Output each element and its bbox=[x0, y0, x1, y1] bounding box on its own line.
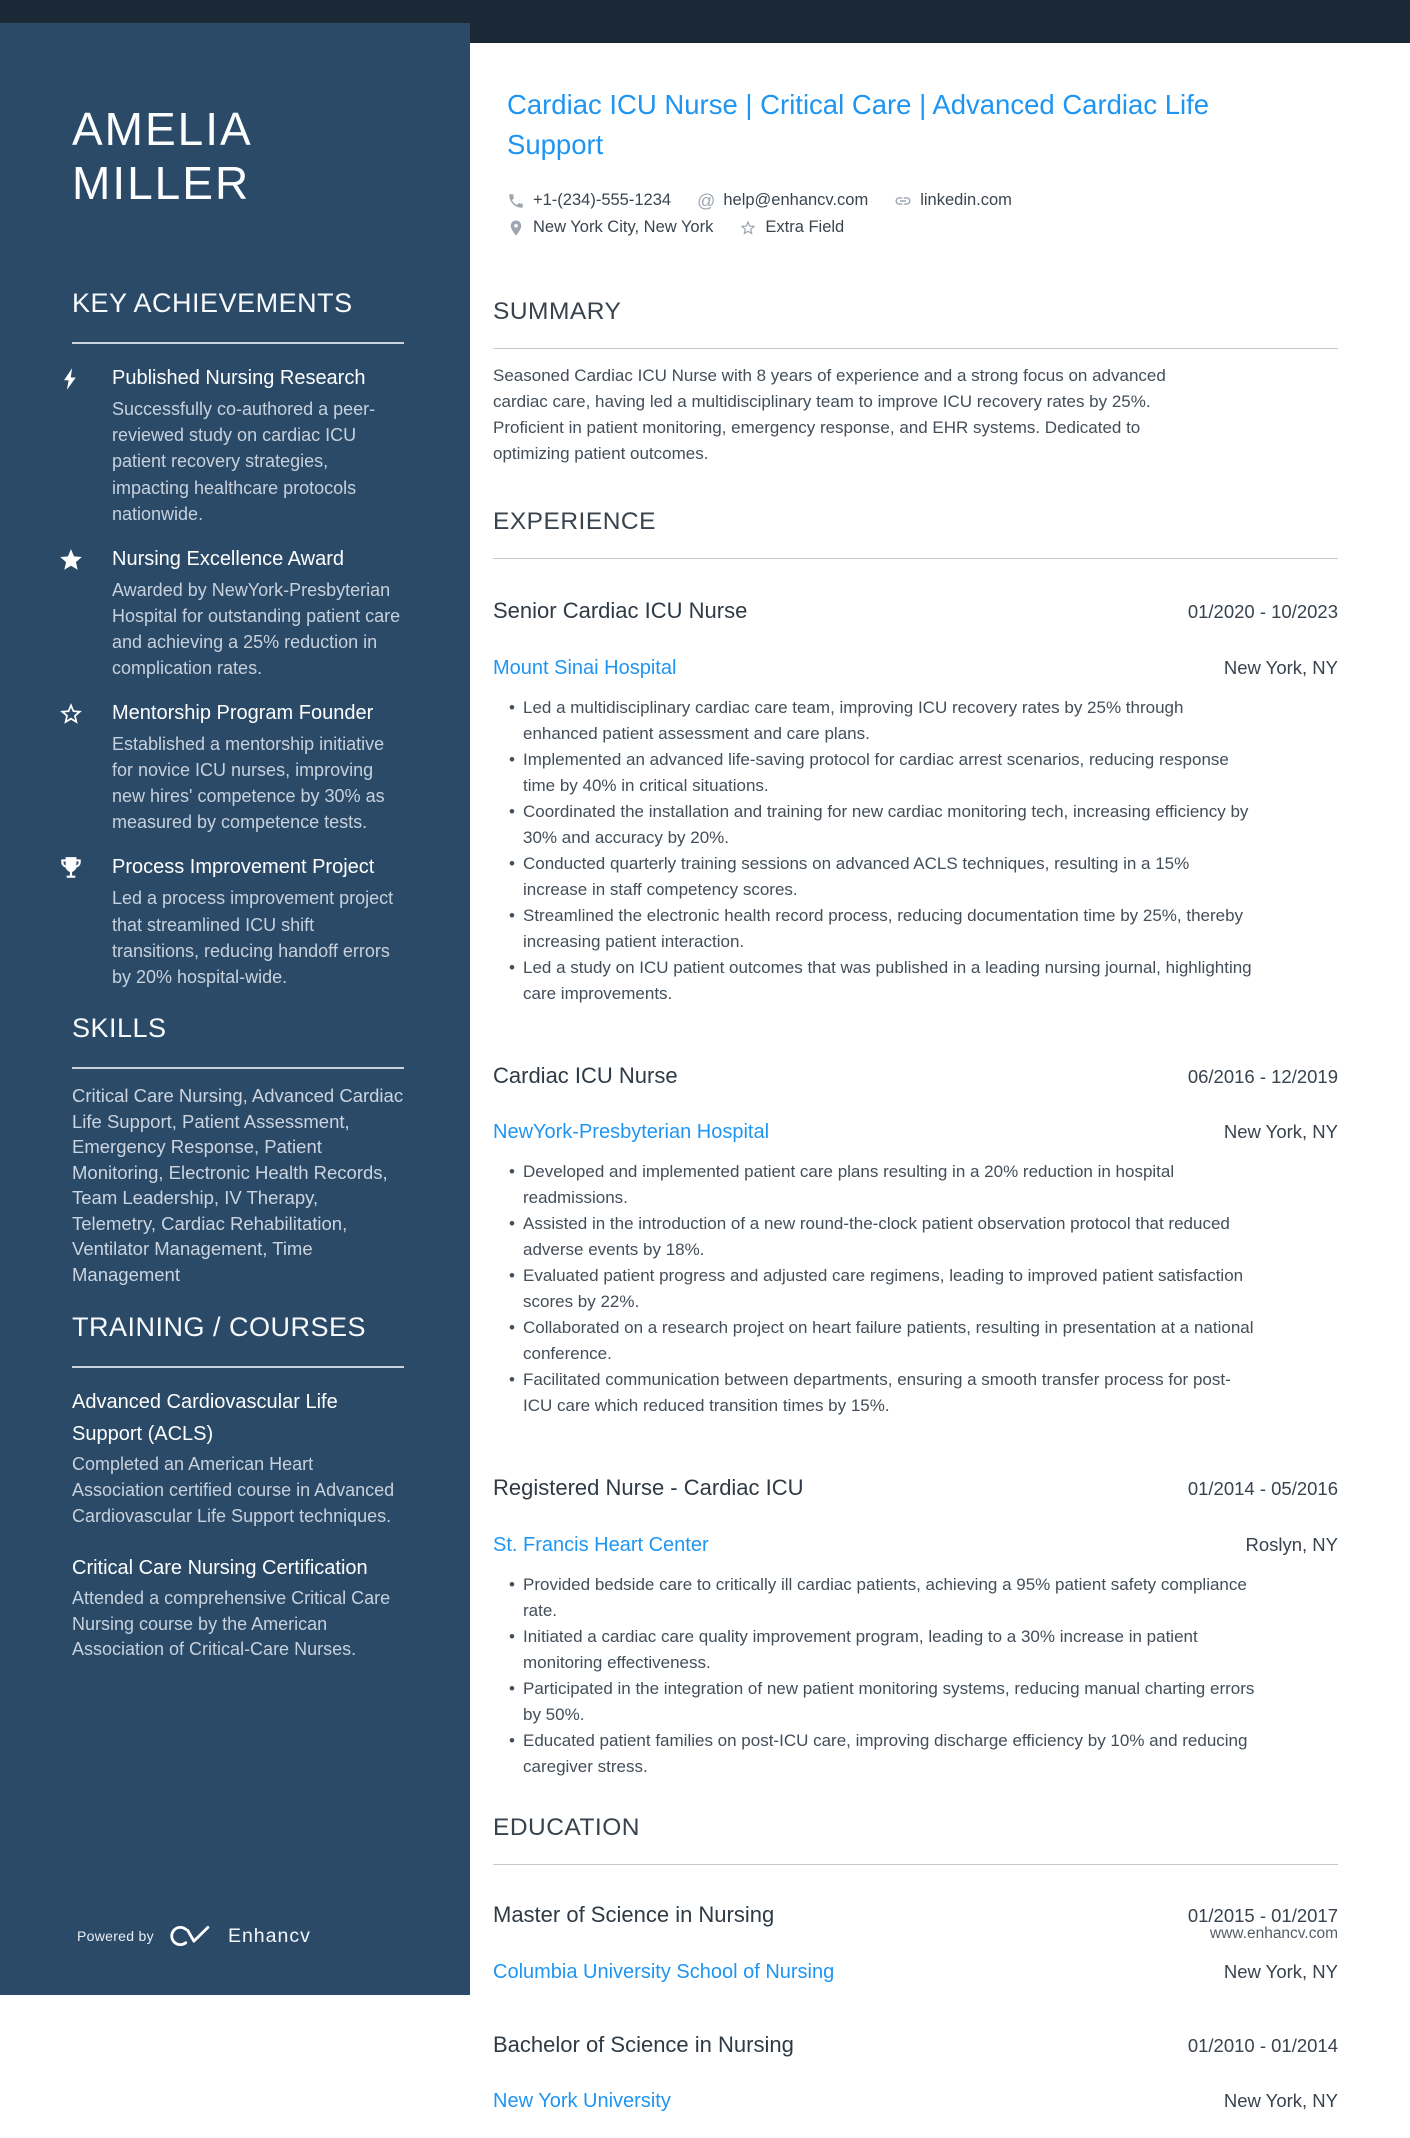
achievement-description: Established a mentorship initiative for novice ICU nurses, improving new hires' competence by 30% as measured by competence tests. bbox=[112, 734, 385, 833]
extra-field-contact bbox=[739, 214, 844, 241]
achievement-title: Process Improvement Project bbox=[112, 856, 375, 879]
job-bullet: • Developed and implemented patient care plans resulting in a 20% reduction in hospital readmissions. bbox=[509, 1159, 1258, 1211]
section-divider bbox=[493, 348, 1338, 349]
key-achievements-section bbox=[72, 287, 404, 989]
course-item bbox=[72, 1552, 404, 1664]
lightning-bolt-icon bbox=[58, 362, 88, 526]
job-bullet: • Streamlined the electronic health record process, reducing documentation time by 25%, thereby increasing patient interaction. bbox=[509, 903, 1258, 955]
degree-title: Master of Science in Nursing bbox=[493, 1902, 775, 1928]
achievement-body bbox=[112, 543, 404, 681]
job-subheader-row bbox=[493, 1533, 1338, 1558]
job-dates: 01/2014 - 05/2016 bbox=[1187, 1478, 1338, 1500]
job-bullet: • Educated patient families on post-ICU care, improving discharge efficiency by 10% and reducing caregiver stress. bbox=[509, 1728, 1258, 1780]
education-entry bbox=[493, 2009, 1338, 2115]
resume-headline: Cardiac ICU Nurse | Critical Care | Advanced Cardiac Life Support bbox=[507, 88, 1210, 160]
email-address[interactable]: help@enhancv.com bbox=[723, 191, 869, 210]
job-subheader-row bbox=[493, 656, 1338, 681]
job-bullet: • Coordinated the installation and training for new cardiac monitoring tech, increasing efficiency by 30% and accuracy by 20%. bbox=[509, 799, 1258, 851]
degree-title: Bachelor of Science in Nursing bbox=[493, 2031, 794, 2057]
job-header-row bbox=[493, 575, 1338, 648]
job-header-row bbox=[493, 1452, 1338, 1525]
section-divider bbox=[493, 558, 1338, 559]
at-icon bbox=[697, 192, 715, 210]
summary-text: Seasoned Cardiac ICU Nurse with 8 years of experience and a strong focus on advanced cardiac care, having led a multidisciplinary team to improve ICU recovery rates by 25%. Proficient in patient monitoring, emergency response, and EHR systems. Dedicated to optimizing patient outcomes. bbox=[493, 366, 1166, 464]
achievement-body bbox=[112, 851, 404, 989]
achievement-title: Nursing Excellence Award bbox=[112, 547, 344, 570]
education-subheader-row bbox=[493, 2089, 1338, 2114]
section-divider bbox=[72, 1366, 404, 1368]
skills-section bbox=[72, 1012, 404, 1287]
job-bullet: • Initiated a cardiac care quality improvement program, leading to a 30% increase in patient monitoring effectiveness. bbox=[509, 1624, 1258, 1676]
enhancv-brand-name[interactable]: Enhancv bbox=[227, 1924, 311, 1947]
summary-heading: SUMMARY bbox=[493, 298, 622, 326]
summary-section bbox=[493, 297, 1338, 467]
experience-heading: EXPERIENCE bbox=[493, 508, 656, 536]
enhancv-site-url[interactable]: www.enhancv.com bbox=[1209, 1925, 1338, 1942]
email-contact[interactable] bbox=[697, 187, 868, 214]
section-divider bbox=[72, 342, 404, 344]
extra-field-text: Extra Field bbox=[765, 218, 845, 237]
job-bullet-list bbox=[493, 695, 1338, 1007]
job-bullet-list bbox=[493, 1159, 1338, 1419]
education-heading: EDUCATION bbox=[493, 1814, 640, 1842]
job-bullet: • Participated in the integration of new patient monitoring systems, reducing manual charting errors by 50%. bbox=[509, 1676, 1258, 1728]
experience-job bbox=[493, 1040, 1338, 1420]
candidate-name bbox=[72, 103, 404, 211]
job-company: NewYork-Presbyterian Hospital bbox=[493, 1121, 770, 1144]
job-company: St. Francis Heart Center bbox=[493, 1534, 709, 1557]
powered-by-footer bbox=[77, 1923, 311, 1949]
course-item bbox=[72, 1386, 404, 1530]
achievement-description: Awarded by NewYork-Presbyterian Hospital for outstanding patient care and achieving a 25% reduction in complication rates. bbox=[112, 579, 401, 678]
course-list bbox=[72, 1386, 404, 1663]
linkedin-contact[interactable] bbox=[894, 187, 1012, 214]
job-title: Registered Nurse - Cardiac ICU bbox=[493, 1475, 804, 1501]
job-bullet-list bbox=[493, 1572, 1338, 1780]
job-header-row bbox=[493, 1040, 1338, 1113]
job-bullet: • Provided bedside care to critically ill cardiac patients, achieving a 95% patient safety compliance rate. bbox=[509, 1572, 1258, 1624]
key-achievements-heading: KEY ACHIEVEMENTS bbox=[72, 288, 353, 319]
job-subheader-row bbox=[493, 1120, 1338, 1145]
experience-section bbox=[493, 507, 1338, 1780]
job-title: Senior Cardiac ICU Nurse bbox=[493, 598, 748, 624]
star-filled-icon bbox=[58, 543, 88, 681]
course-title: Advanced Cardiovascular Life Support (ACLS) bbox=[72, 1390, 338, 1445]
enhancv-logo-icon[interactable] bbox=[170, 1923, 212, 1949]
star-outline-icon bbox=[58, 697, 88, 835]
achievement-item bbox=[58, 543, 404, 681]
name-line-2: MILLER bbox=[72, 156, 251, 209]
contact-info bbox=[507, 187, 1338, 241]
course-description: Completed an American Heart Association certified course in Advanced Cardiovascular Life Support techniques. bbox=[72, 1453, 395, 1526]
training-heading: TRAINING / COURSES bbox=[72, 1312, 367, 1343]
location-text: New York City, New York bbox=[533, 218, 714, 237]
job-bullet: • Led a multidisciplinary cardiac care team, improving ICU recovery rates by 25% through enhanced patient assessment and care plans. bbox=[509, 695, 1258, 747]
job-bullet: • Facilitated communication between departments, ensuring a smooth transfer process for post-ICU care which reduced transition times by 15%. bbox=[509, 1367, 1258, 1419]
job-company: Mount Sinai Hospital bbox=[493, 656, 677, 679]
star-outline-icon bbox=[739, 219, 757, 237]
trophy-icon bbox=[58, 851, 88, 989]
education-location: New York, NY bbox=[1223, 1960, 1338, 1982]
education-section bbox=[493, 1813, 1338, 2114]
achievement-title: Published Nursing Research bbox=[112, 367, 366, 390]
main-column bbox=[470, 43, 1410, 2138]
name-line-1: AMELIA bbox=[72, 102, 253, 155]
job-bullet: • Collaborated on a research project on heart failure patients, resulting in presentation at a national conference. bbox=[509, 1315, 1258, 1367]
job-bullet: • Implemented an advanced life-saving protocol for cardiac arrest scenarios, reducing response time by 40% in critical situations. bbox=[509, 747, 1258, 799]
training-section bbox=[72, 1311, 404, 1663]
job-location: New York, NY bbox=[1223, 1121, 1338, 1143]
experience-job bbox=[493, 1452, 1338, 1780]
achievement-item bbox=[58, 697, 404, 835]
achievement-title: Mentorship Program Founder bbox=[112, 702, 374, 725]
job-dates: 01/2020 - 10/2023 bbox=[1187, 601, 1338, 623]
location-contact bbox=[507, 214, 713, 241]
job-bullet: • Evaluated patient progress and adjusted care regimens, leading to improved patient satisfaction scores by 22%. bbox=[509, 1263, 1258, 1315]
job-location: New York, NY bbox=[1223, 656, 1338, 678]
achievement-body bbox=[112, 697, 404, 835]
contact-row bbox=[507, 214, 1338, 241]
job-title: Cardiac ICU Nurse bbox=[493, 1062, 678, 1088]
school-name: Columbia University School of Nursing bbox=[493, 1960, 835, 1983]
skills-list: Critical Care Nursing, Advanced Cardiac Life Support, Patient Assessment, Emergency Response, Patient Monitoring, Electronic Health Records, Team Leadership, IV Therapy, Telemetry, Cardiac Rehabilitation, Ventilator Management, Time Management bbox=[72, 1085, 404, 1285]
achievement-item bbox=[58, 851, 404, 989]
linkedin-url[interactable]: linkedin.com bbox=[920, 191, 1012, 210]
education-dates: 01/2015 - 01/2017 bbox=[1187, 1905, 1338, 1927]
achievement-list bbox=[72, 362, 404, 990]
link-icon bbox=[894, 192, 912, 210]
experience-job bbox=[493, 575, 1338, 1007]
location-pin-icon bbox=[507, 219, 525, 237]
contact-row bbox=[507, 187, 1338, 214]
phone-icon bbox=[507, 192, 525, 210]
education-dates: 01/2010 - 01/2014 bbox=[1187, 2034, 1338, 2056]
achievement-description: Successfully co-authored a peer-reviewed study on cardiac ICU patient recovery strategies, impacting healthcare protocols nationwide. bbox=[112, 399, 376, 524]
education-subheader-row bbox=[493, 1960, 1338, 1985]
job-bullet: • Led a study on ICU patient outcomes that was published in a leading nursing journal, highlighting care improvements. bbox=[509, 955, 1258, 1007]
achievement-body bbox=[112, 362, 404, 526]
course-title: Critical Care Nursing Certification bbox=[72, 1556, 368, 1579]
education-location: New York, NY bbox=[1223, 2090, 1338, 2112]
phone-contact bbox=[507, 187, 671, 214]
job-bullet: • Conducted quarterly training sessions on advanced ACLS techniques, resulting in a 15% increase in staff competency scores. bbox=[509, 851, 1258, 903]
achievement-item bbox=[58, 362, 404, 526]
course-description: Attended a comprehensive Critical Care Nursing course by the American Association of Critical-Care Nurses. bbox=[72, 1587, 391, 1660]
education-header-row bbox=[493, 2009, 1338, 2082]
job-bullet: • Assisted in the introduction of a new round-the-clock patient observation protocol that reduced adverse events by 18%. bbox=[509, 1211, 1258, 1263]
section-divider bbox=[493, 1864, 1338, 1865]
powered-by-label: Powered by bbox=[77, 1928, 154, 1944]
achievement-description: Led a process improvement project that streamlined ICU shift transitions, reducing handoff errors by 20% hospital-wide. bbox=[112, 888, 394, 987]
sidebar bbox=[0, 23, 470, 1995]
section-divider bbox=[72, 1067, 404, 1069]
phone-number: +1-(234)-555-1234 bbox=[533, 191, 672, 210]
school-name: New York University bbox=[493, 2090, 671, 2113]
job-location: Roslyn, NY bbox=[1245, 1534, 1338, 1556]
skills-heading: SKILLS bbox=[72, 1013, 167, 1044]
job-dates: 06/2016 - 12/2019 bbox=[1187, 1065, 1338, 1087]
